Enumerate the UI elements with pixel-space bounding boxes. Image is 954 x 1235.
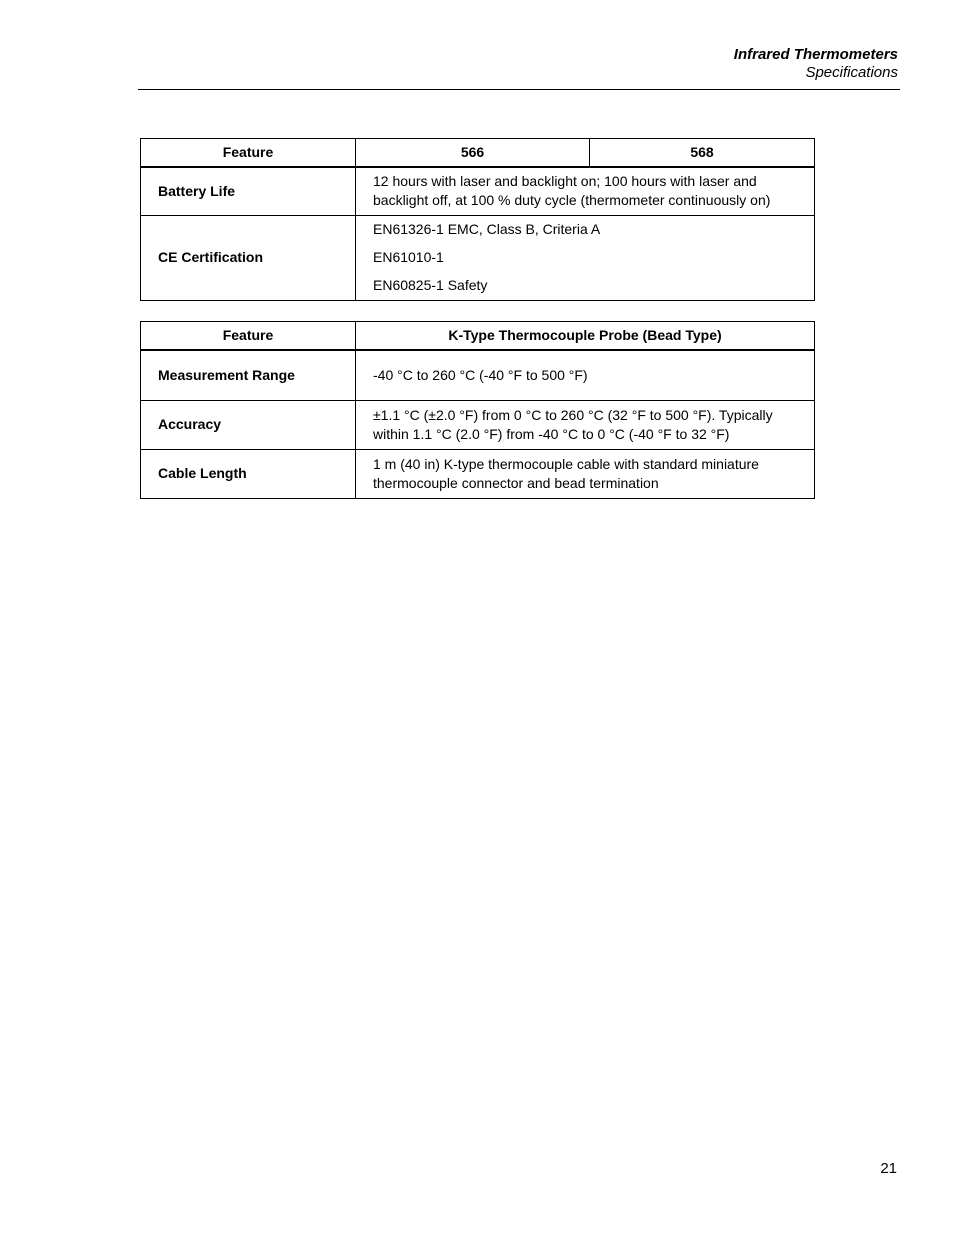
table-row — [141, 400, 815, 449]
running-header — [734, 46, 898, 82]
row-label-battery-life: Battery Life — [141, 167, 356, 215]
row-label-accuracy: Accuracy — [141, 400, 356, 449]
header-title: Infrared Thermometers — [733, 46, 898, 63]
header-subtitle: Specifications — [805, 64, 898, 81]
table-row — [141, 167, 815, 215]
measurement-range-value: -40 °C to 260 °C (-40 °F to 500 °F) — [356, 350, 815, 400]
ce-standard-safety: EN60825-1 Safety — [373, 277, 488, 293]
table-row — [141, 215, 815, 300]
column-header-probe: K-Type Thermocouple Probe (Bead Type) — [356, 322, 815, 351]
table-header-row — [141, 322, 815, 351]
column-header-566: 566 — [356, 139, 590, 168]
column-header-568: 568 — [590, 139, 815, 168]
accuracy-value: ±1.1 °C (±2.0 °F) from 0 °C to 260 °C (32 °F to 500 °F). Typically within 1.1 °C (2.0 °F) from -40 °C to 0 °C (-40 °F to 32 °F) — [356, 400, 815, 449]
table-row — [141, 449, 815, 498]
row-label-ce-certification: CE Certification — [141, 215, 356, 300]
table-header-row — [141, 139, 815, 168]
row-label-cable-length: Cable Length — [141, 449, 356, 498]
column-header-feature: Feature — [141, 139, 356, 168]
page-number: 21 — [880, 1160, 897, 1177]
spec-table-thermocouple-probe — [140, 321, 815, 499]
ce-standard-emc: EN61326-1 EMC, Class B, Criteria A — [373, 221, 601, 237]
battery-life-value: 12 hours with laser and backlight on; 100 hours with laser and backlight off, at 100 % duty cycle (thermometer continuously on) — [356, 167, 815, 215]
column-header-feature: Feature — [141, 322, 356, 351]
cable-length-value: 1 m (40 in) K-type thermocouple cable with standard miniature thermocouple connector and bead termination — [356, 449, 815, 498]
table-row — [141, 350, 815, 400]
ce-standard-en61010: EN61010-1 — [373, 249, 444, 265]
row-label-measurement-range: Measurement Range — [141, 350, 356, 400]
spec-table-566-568 — [140, 138, 815, 301]
ce-certification-values — [356, 215, 815, 300]
header-rule — [138, 89, 900, 90]
